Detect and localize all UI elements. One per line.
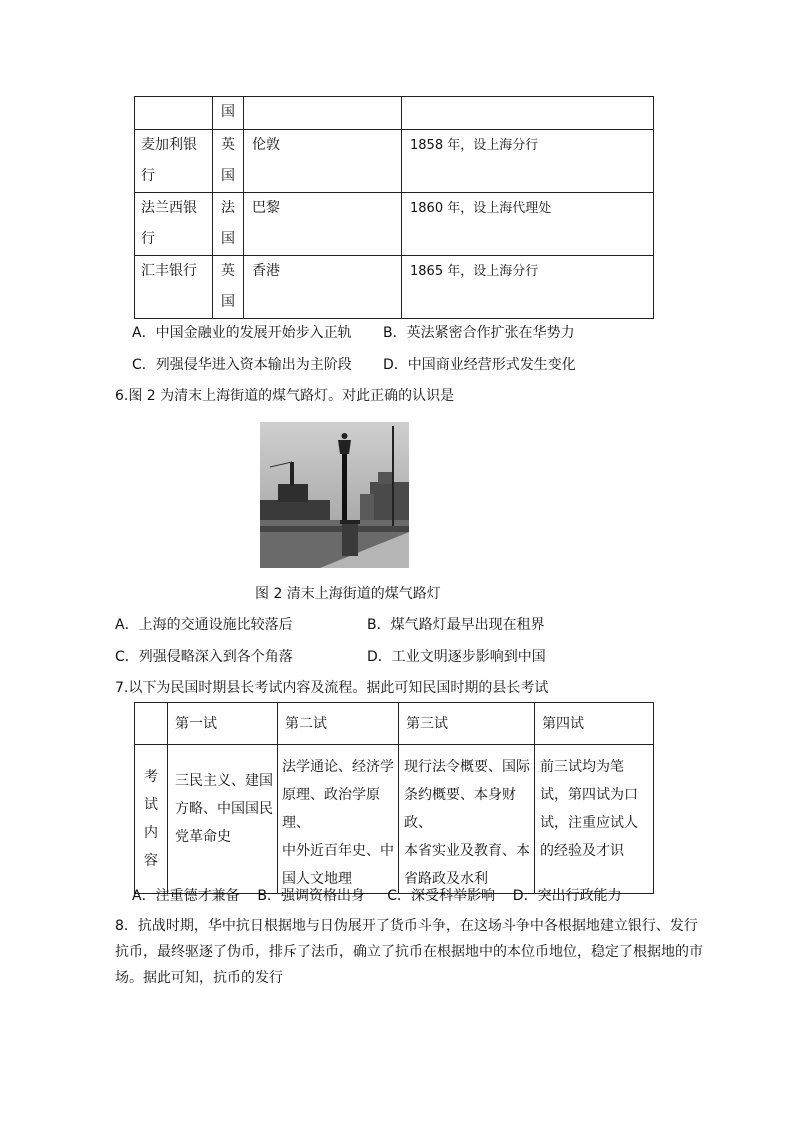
bank-event-cell: 1865 年，设上海分行 (402, 256, 654, 319)
exam-content-label: 考 试 内 容 (135, 745, 168, 894)
header-cell: 第四试 (535, 703, 654, 745)
header-cell: 第三试 (399, 703, 535, 745)
table-row (135, 193, 654, 256)
bank-event-cell: 1858 年，设上海分行 (402, 130, 654, 193)
table-row (135, 130, 654, 193)
q6-stem: 6.图 2 为清末上海街道的煤气路灯。对此正确的认识是 (115, 388, 455, 404)
table-row (135, 745, 654, 894)
table-header-row (135, 703, 654, 745)
q7-options: A．注重德才兼备 B．强调资格出身 C．深受科举影响 D．突出行政能力 (132, 888, 622, 904)
bank-name-cell: 法兰西银 行 (135, 193, 213, 256)
gas-lamp-illustration (260, 422, 409, 568)
q5-option-b: B．英法紧密合作扩张在华势力 (383, 325, 575, 341)
table-row (135, 256, 654, 319)
q5-option-c: C．列强侵华进入资本输出为主阶段 (132, 357, 352, 373)
header-cell: 第一试 (168, 703, 278, 745)
q7-stem: 7.以下为民国时期县长考试内容及流程。据此可知民国时期的县长考试 (115, 680, 549, 696)
bank-event-cell (402, 97, 654, 130)
q6-option-a: A．上海的交通设施比较落后 (115, 617, 293, 633)
q8-paragraph: 8．抗战时期，华中抗日根据地与日伪展开了货币斗争，在这场斗争中各根据地建立银行、发行 抗币，最终驱逐了伪币，排斥了法币，确立了抗币在根据地中的本位币地位，稳定了根据地的市 场。据此可知，抗币的发行 (115, 918, 703, 986)
bank-table (134, 96, 654, 319)
q6-option-d: D．工业文明逐步影响到中国 (367, 649, 546, 665)
bank-country-cell: 英 国 (213, 256, 244, 319)
bank-city-cell: 巴黎 (244, 193, 402, 256)
exam-cell-second: 法学通论、经济学 原理、政治学原理、 中外近百年史、中 国人文地理 (278, 745, 399, 894)
bank-city-cell: 伦敦 (244, 130, 402, 193)
bank-event-cell: 1860 年，设上海代理处 (402, 193, 654, 256)
bank-name-cell (135, 97, 213, 130)
bank-country-cell: 国 (213, 97, 244, 130)
bank-name-cell: 麦加利银 行 (135, 130, 213, 193)
exam-table (134, 702, 654, 894)
bank-country-cell: 英 国 (213, 130, 244, 193)
table-row (135, 97, 654, 130)
bank-country-cell: 法 国 (213, 193, 244, 256)
bank-city-cell (244, 97, 402, 130)
header-cell: 第二试 (278, 703, 399, 745)
bank-name-cell: 汇丰银行 (135, 256, 213, 319)
exam-cell-fourth: 前三试均为笔 试，第四试为口 试，注重应试人 的经验及才识 (535, 745, 654, 894)
header-empty-cell (135, 703, 168, 745)
q6-option-c: C．列强侵略深入到各个角落 (115, 649, 293, 665)
q5-option-d: D．中国商业经营形式发生变化 (383, 357, 576, 373)
exam-cell-third: 现行法令概要、国际 条约概要、本身财政、 本省实业及教育、本 省路政及水利 (399, 745, 535, 894)
q6-option-b: B．煤气路灯最早出现在租界 (367, 617, 545, 633)
exam-cell-first: 三民主义、建国 方略、中国国民 党革命史 (168, 745, 278, 894)
figure-caption: 图 2 清末上海街道的煤气路灯 (255, 586, 441, 602)
bank-city-cell: 香港 (244, 256, 402, 319)
q5-option-a: A．中国金融业的发展开始步入正轨 (132, 325, 352, 341)
gas-street-lamp-photo (260, 422, 409, 568)
